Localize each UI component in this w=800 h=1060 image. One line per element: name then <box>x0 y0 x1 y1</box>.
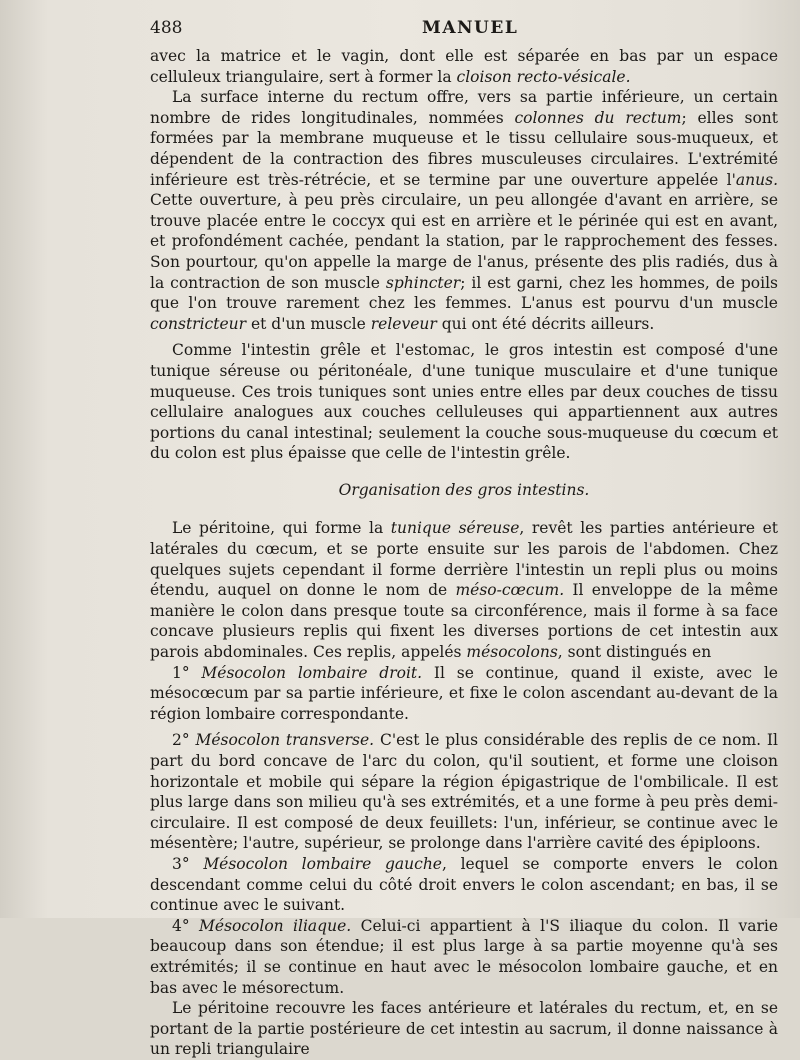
paragraph-rectum-surface: La surface interne du rectum offre, vers sa partie inférieure, un certain nombre de rides longitudinales, nommées colonnes du rectum; elles sont formées par la membrane muqueuse et le tissu cellulaire sous-muqueux, et dépendent de la contraction des fibres musculeuses circulaires. L'extrémité inférieure est très-rétrécie, et se termine par une ouverture appelée l'anus. Cette ouverture, à peu près circulaire, un peu allongée d'avant en arrière, se trouve placée entre le coccyx qui est en arrière et le périnée qui est en avant, et profondément cachée, pendant la station, par le rapprochement des fesses. Son pourtour, qu'on appelle la marge de l'anus, présente des plis radiés, dus à la contraction de son muscle sphincter; il est garni, chez les hommes, de poils que l'on trouve rarement chez les femmes. L'anus est pourvu d'un muscle constricteur et d'un muscle releveur qui ont été décrits ailleurs. <box>150 88 779 333</box>
paragraph-tuniques: Comme l'intestin grêle et l'estomac, le gros intestin est composé d'une tunique séreuse ou péritonéale, d'une tunique musculaire et d'une tunique muqueuse. Ces trois tuniques sont unies entre elles par deux couches de tissu cellulaire analogues aux couches celluleuses qui appartiennent aux autres portions du canal intestinal; seulement la couche sous-muqueuse du cœcum et du colon est plus épaisse que celle de l'intestin grêle. <box>150 341 778 463</box>
list-item-mesocolon-lombaire-droit: 1° Mésocolon lombaire droit. Il se continue, quand il existe, avec le mésocœcum par sa partie inférieure, et fixe le colon ascendant au-devant de la région lombaire correspondante. <box>150 663 778 723</box>
list-item-mesocolon-lombaire-gauche: 3° Mésocolon lombaire gauche, lequel se comporte envers le colon descendant comme celui du côté droit envers le colon ascendant; en bas, il se continue avec le suivant. <box>150 854 778 915</box>
list-item-mesocolon-iliaque: 4° Mésocolon iliaque. Celui-ci appartient à l'S iliaque du colon. Il varie beaucoup dans son étendue; il est plus large à sa partie moyenne qu'à ses extrémités; il se continue en haut avec le mésocolon lombaire gauche, et en bas avec le mésorectum. <box>150 916 778 997</box>
running-head: MANUEL <box>422 18 519 38</box>
body-text <box>150 46 778 1060</box>
paragraph-cloison: avec la matrice et le vagin, dont elle est séparée en bas par un espace celluleux triangulaire, sert à former la cloison recto-vésicale. <box>150 47 778 86</box>
section-heading: Organisation des gros intestins. <box>338 480 590 499</box>
page-number: 488 <box>150 18 183 38</box>
page-header <box>150 18 770 44</box>
paragraph-repli-triangulaire: Le péritoine recouvre les faces antérieure et latérales du rectum, et, en se portant de la partie postérieure de cet intestin au sacrum, il donne naissance à un repli triangulaire <box>150 999 778 1059</box>
list-item-mesocolon-transverse: 2° Mésocolon transverse. C'est le plus considérable des replis de ce nom. Il part du bord concave de l'arc du colon, qu'il soutient, et forme une cloison horizontale et mobile qui sépare la région épigastrique de l'ombilicale. Il est plus large dans son milieu qu'à ses extrémités, et a une forme à peu près demi-circulaire. Il est composé de deux feuillets: l'un, inférieur, se continue avec le mésentère; l'autre, supérieur, se prolonge dans l'arrière cavité des épiploons. <box>150 731 778 853</box>
paragraph-peritoine: Le péritoine, qui forme la tunique séreuse, revêt les parties antérieure et latérales du cœcum, et se porte ensuite sur les parois de l'abdomen. Chez quelques sujets cependant il forme derrière l'intestin un repli plus ou moins étendu, auquel on donne le nom de méso-cœcum. Il enveloppe de la même manière le colon dans presque toute sa circonférence, mais il forme à sa face concave plusieurs replis qui fixent les diverses portions de cet intestin aux parois abdominales. Ces replis, appelés mésocolons, sont distingués en <box>150 519 779 662</box>
